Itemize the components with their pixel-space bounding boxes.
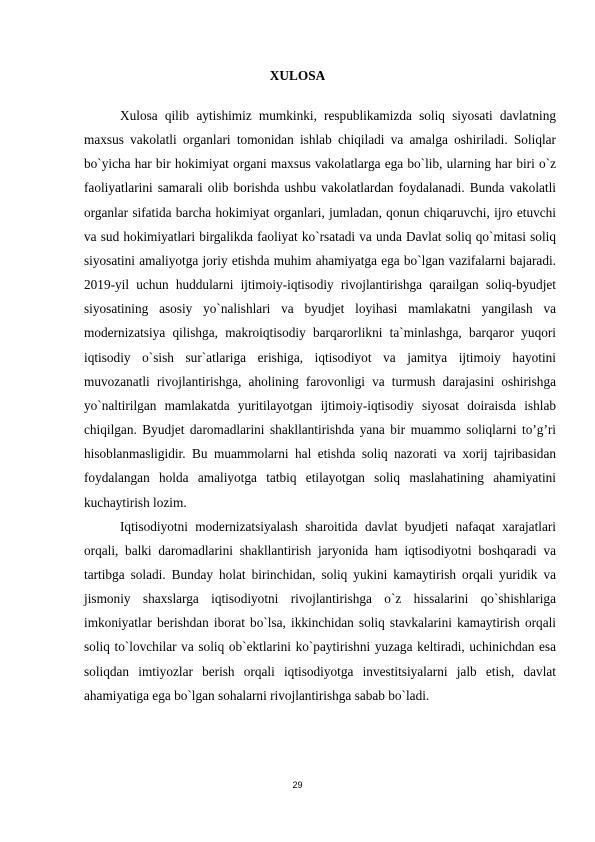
- paragraph-2: Iqtisodiyotni modernizatsiyalash sharoitida davlat byudjeti nafaqat xarajatlari orqali, balki daromadlarini shakllantirish jaryonida ham iqtisodiyotni boshqaradi va tartibga soladi. Bunday holat birinchidan, soliq yukini kamaytirish orqali yuridik va jismoniy shaxslarga iqtisodiyotni rivojlantirishga o`z hissalarini qo`shishlariga imkoniyatlar berishdan iborat bo`lsa, ikkinchidan soliq stavkalarini kamaytirish orqali soliq to`lovchilar va soliq ob`ektlarini ko`paytirishni yuzaga keltiradi, uchinichdan esa soliqdan imtiyozlar berish orqali iqtisodiyotga investitsiyalarni jalb etish, davlat ahamiyatiga ega bo`lgan sohalarni rivojlantirishga sabab bo`ladi.: [84, 518, 556, 703]
- page-number: 29: [292, 780, 303, 790]
- page-title: XULOSA: [269, 68, 326, 83]
- body-text: [84, 104, 556, 708]
- paragraph-1: Xulosa qilib aytishimiz mumkinki, respublikamizda soliq siyosati davlatning maxsus vakolatli organlari tomonidan ishlab chiqiladi va amalga oshiriladi. Soliqlar bo`yicha har bir hokimiyat organi maxsus vakolatlarga ega bo`lib, ularning har biri o`z faoliyatlarini samarali olib borishda ushbu vakolatlardan foydalanadi. Bunda vakolatli organlar sifatida barcha hokimiyat organlari, jumladan, qonun chiqaruvchi, ijro etuvchi va sud hokimiyatlari birgalikda faoliyat ko`rsatadi va unda Davlat soliq qo`mitasi soliq siyosatini amaliyotga joriy etishda muhim ahamiyatga ega bo`lgan vazifalarni bajaradi. 2019-yil uchun huddularni ijtimoiy-iqtisodiy rivojlantirishga qarailgan soliq-byudjet siyosatining asosiy yo`nalishlari va byudjet loyihasi mamlakatni yangilash va modernizatsiya qilishga, makroiqtisodiy barqarorlikni ta`minlashga, barqaror yuqori iqtisodiy o`sish sur`atlariga erishiga, iqtisodiyot va jamitya ijtimoiy hayotini muvozanatli rivojlantirishga, aholining farovonligi va turmush darajasini oshirishga yo`naltirilgan mamlakatda yuritilayotgan ijtimoiy-iqtisodiy siyosat doiraisda ishlab chiqilgan. Byudjet daromadlarini shakllantirishda yana bir muammo soliqlarni to’g’ri hisoblanmasligidir. Bu muammolarni hal etishda soliq nazorati va xorij tajribasidan foydalangan holda amaliyotga tatbiq etilayotgan soliq maslahatining ahamiyatini kuchaytirish lozim.: [84, 108, 556, 510]
